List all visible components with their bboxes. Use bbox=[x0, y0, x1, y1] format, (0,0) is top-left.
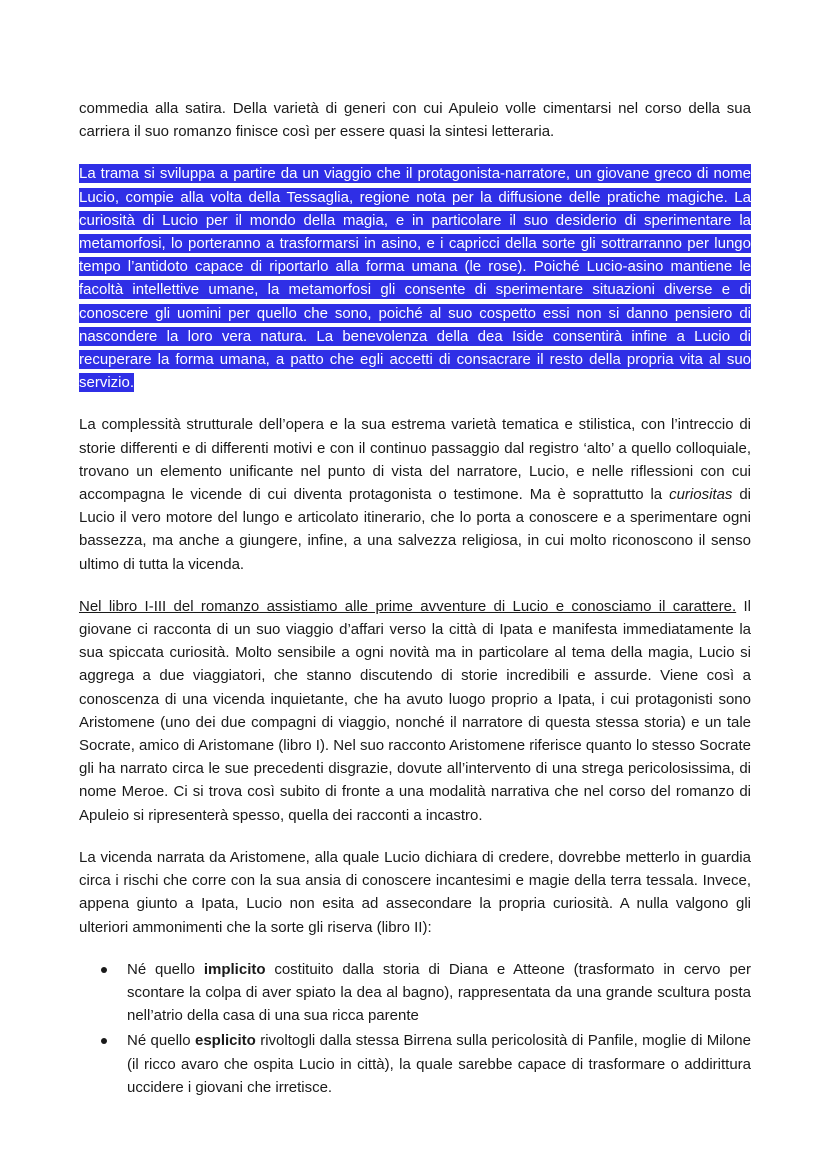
text-selection-highlight[interactable]: La trama si sviluppa a partire da un viaggio che il protagonista-narratore, un giovane greco di nome Lucio, compie alla volta della Tessaglia, regione nota per la diffusione delle pratiche magiche. La curiosità di Lucio per il mondo della magia, e in particolare il suo desiderio di sperimentare la metamorfosi, lo porteranno a trasformarsi in asino, e i capricci della sorte gli sottrarranno per lungo tempo l’antidoto capace di riportarlo alla forma umana (le rose). Poiché Lucio-asino mantiene le facoltà intellettive umane, la metamorfosi gli consente di sperimentare situazioni diverse e di conoscere gli uomini per quello che sono, poiché al suo cospetto essi non si danno pensiero di nascondere la loro vera natura. La benevolenza della dea Iside consentirà infine a Lucio di recuperare la forma umana, a patto che egli accetti di consacrare il resto della propria vita al suo servizio. bbox=[79, 165, 751, 392]
text-run: rivoltogli dalla stessa Birrena sulla pericolosità di Panfile, moglie di Milone (il ricco avaro che ospita Lucio in città), la quale sarebbe capace di trasformare o addirittura uccidere i giovani che irretisce. bbox=[127, 1032, 751, 1096]
italic-term-curiositas: curiositas bbox=[669, 486, 733, 504]
bullet-icon bbox=[101, 1038, 107, 1044]
paragraph-structure bbox=[79, 413, 751, 575]
list-item bbox=[79, 958, 751, 1028]
text-run: costituito dalla storia di Diana e Atteone (trasformato in cervo per scontare la colpa di aver spiato la dea al bagno), rappresentata da una grande scultura posta nell’atrio della casa di una sua ricca parente bbox=[127, 960, 752, 1025]
text-run: Né quello bbox=[127, 960, 204, 978]
list-item bbox=[79, 1029, 751, 1099]
text-run: di Lucio il vero motore del lungo e articolato itinerario, che lo porta a conoscere e a sperimentare ogni bassezza, ma anche a giungere, infine, a una salvezza religiosa, in cui molto riconoscono il senso ultimo di tutta la vicenda. bbox=[79, 486, 751, 573]
bullet-icon bbox=[101, 967, 107, 973]
warnings-bullet-list bbox=[79, 958, 751, 1099]
bold-term: implicito bbox=[203, 960, 266, 978]
paragraph-plot-highlighted[interactable] bbox=[79, 162, 751, 394]
text-run: Il giovane ci racconta di un suo viaggio d’affari verso la città di Ipata e manifesta immediatamente la sua spiccata curiosità. Molto sensibile a ogni novità ma in particolare al tema della magia, Lucio si aggrega a due viaggiatori, che stanno discutendo di storie incredibili e assurde. Viene così a conoscenza di una vicenda inquietante, che ha avuto luogo proprio a Ipata, i cui protagonisti sono Aristomene (uno dei due compagni di viaggio, nonché il narratore di questa stessa storia) e un tale Socrate, amico di Aristomane (libro I). Nel suo racconto Aristomene riferisce quanto lo stesso Socrate gli ha narrato circa le sue precedenti disgrazie, dovute all’intervento di una strega pericolosissima, di nome Meroe. Ci si trova così subito di fronte a una modalità narrativa che nel corso del romanzo di Apuleio si ripresenterà spesso, quella dei racconti a incastro. bbox=[79, 597, 751, 824]
paragraph-intro: commedia alla satira. Della varietà di generi con cui Apuleio volle cimentarsi nel corso della sua carriera il suo romanzo finisce così per essere quasi la sintesi letteraria. bbox=[79, 100, 751, 141]
underlined-heading-sentence: Nel libro I-III del romanzo assistiamo alle prime avventure di Lucio e conosciamo il carattere. bbox=[79, 597, 737, 615]
paragraph-books-1-3 bbox=[79, 595, 751, 827]
bold-term: esplicito bbox=[194, 1032, 256, 1050]
text-run: Né quello bbox=[127, 1032, 195, 1050]
text-run: La complessità strutturale dell’opera e la sua estrema varietà tematica e stilistica, con l’intreccio di storie differenti e di differenti motivi e con il continuo passaggio dal registro ‘alto’ a quello colloquiale, trovano un elemento unificante nel punto di vista del narratore, Lucio, e nelle riflessioni con cui accompagna le vicende di cui diventa protagonista o testimone. Ma è soprattutto la bbox=[79, 416, 751, 504]
paragraph-aristomene: La vicenda narrata da Aristomene, alla quale Lucio dichiara di credere, dovrebbe metterlo in guardia circa i rischi che corre con la sua ansia di conoscere incantesimi e magie della terra tessala. Invece, appena giunto a Ipata, Lucio non esita ad assecondare la propria curiosità. A nulla valgono gli ulteriori ammonimenti che la sorte gli riserva (libro II): bbox=[79, 848, 751, 936]
document-page bbox=[79, 97, 751, 1101]
